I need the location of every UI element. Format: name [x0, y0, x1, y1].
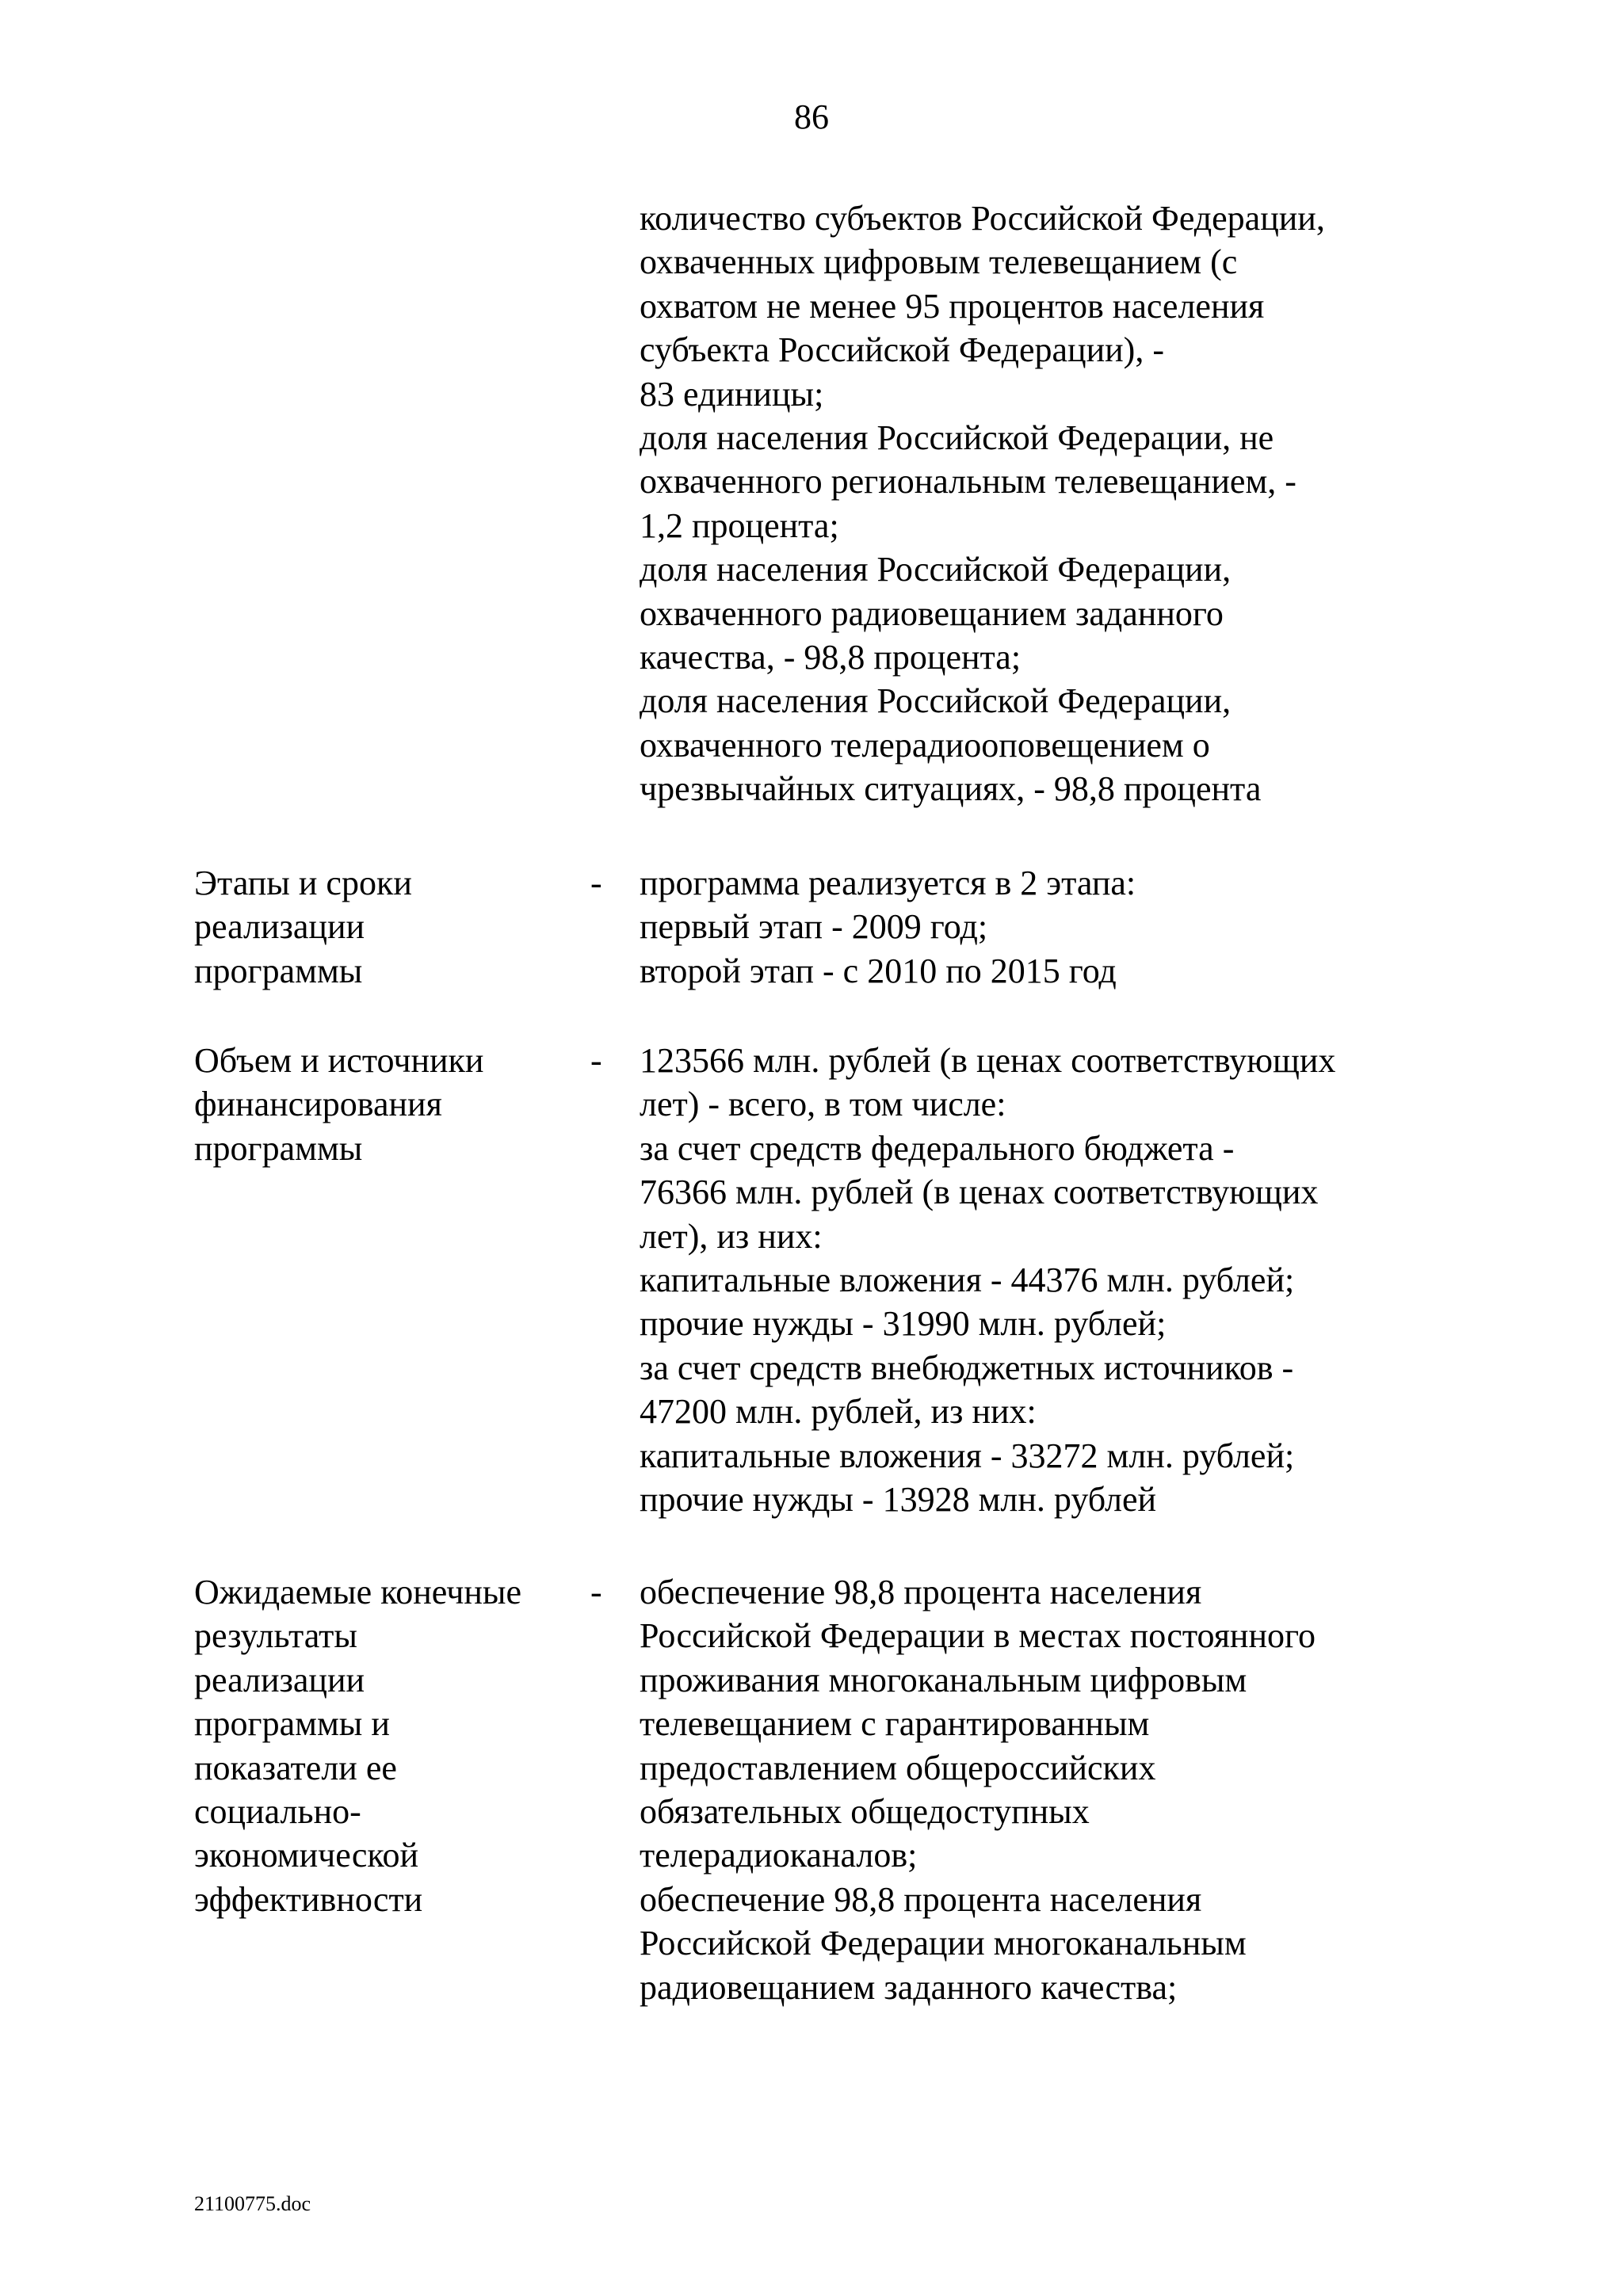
- separator-dash: -: [590, 864, 602, 902]
- text-line: 83 единицы;: [640, 374, 824, 414]
- text-line: обеспечение 98,8 процента населения: [640, 1879, 1202, 1919]
- section-value: [640, 1570, 1440, 2009]
- text-line: проживания многоканальным цифровым: [640, 1660, 1247, 1699]
- section-value: [640, 1039, 1440, 1521]
- text-line: 47200 млн. рублей, из них:: [640, 1392, 1037, 1432]
- text-line: за счет средств внебюджетных источников -: [640, 1348, 1294, 1387]
- label-line: показатели ее: [194, 1748, 397, 1787]
- section-value: [640, 861, 1440, 993]
- intro-text: [640, 196, 1440, 811]
- text-line: лет), из них:: [640, 1216, 823, 1256]
- label-line: эффективности: [194, 1879, 423, 1919]
- text-line: доля населения Российской Федерации, не: [640, 418, 1274, 458]
- text-line: субъекта Российской Федерации), -: [640, 330, 1164, 370]
- label-line: программы: [194, 1128, 363, 1168]
- text-line: первый этап - 2009 год;: [640, 907, 988, 947]
- text-line: обеспечение 98,8 процента населения: [640, 1573, 1202, 1611]
- label-line: результаты: [194, 1616, 357, 1656]
- text-line: второй этап - с 2010 по 2015 год: [640, 951, 1117, 990]
- separator-dash: -: [590, 1573, 602, 1611]
- label-line: программы и: [194, 1704, 390, 1744]
- section-label: [194, 1039, 567, 1170]
- text-line: доля населения Российской Федерации,: [640, 681, 1232, 721]
- text-line: лет) - всего, в том числе:: [640, 1085, 1006, 1124]
- text-line: Российской Федерации многоканальным: [640, 1924, 1247, 1963]
- text-line: 76366 млн. рублей (в ценах соответствующих: [640, 1173, 1319, 1212]
- text-line: обязательных общедоступных: [640, 1792, 1090, 1832]
- text-line: предоставлением общероссийских: [640, 1748, 1156, 1787]
- text-line: программа реализуется в 2 этапа:: [640, 864, 1136, 902]
- text-line: чрезвычайных ситуациях, - 98,8 процента: [640, 769, 1262, 809]
- footer-filename: 21100775.doc: [194, 2192, 311, 2215]
- label-line: программы: [194, 951, 363, 990]
- text-line: качества, - 98,8 процента;: [640, 638, 1022, 677]
- text-line: доля населения Российской Федерации,: [640, 550, 1232, 589]
- text-line: охваченного телерадиооповещением о: [640, 725, 1210, 765]
- text-line: за счет средств федерального бюджета -: [640, 1128, 1235, 1168]
- label-line: социально-: [194, 1792, 361, 1832]
- text-line: телевещанием с гарантированным: [640, 1704, 1150, 1744]
- label-line: реализации: [194, 907, 365, 947]
- label-line: реализации: [194, 1660, 365, 1699]
- text-line: количество субъектов Российской Федерации,: [640, 199, 1325, 238]
- page-number: 86: [794, 97, 829, 136]
- text-line: 1,2 процента;: [640, 505, 839, 545]
- label-line: экономической: [194, 1836, 419, 1875]
- text-line: капитальные вложения - 33272 млн. рублей;: [640, 1436, 1295, 1475]
- separator-dash: -: [590, 1041, 602, 1080]
- text-line: радиовещанием заданного качества;: [640, 1967, 1178, 2007]
- label-line: Этапы и сроки: [194, 864, 412, 902]
- text-line: охваченного региональным телевещанием, -: [640, 462, 1296, 502]
- text-line: прочие нужды - 31990 млн. рублей;: [640, 1304, 1167, 1344]
- text-line: охватом не менее 95 процентов населения: [640, 286, 1265, 326]
- text-line: охваченного радиовещанием заданного: [640, 593, 1224, 633]
- text-line: Российской Федерации в местах постоянного: [640, 1616, 1316, 1656]
- text-line: 123566 млн. рублей (в ценах соответствующих: [640, 1041, 1336, 1080]
- text-line: прочие нужды - 13928 млн. рублей: [640, 1480, 1157, 1520]
- text-line: капитальные вложения - 44376 млн. рублей;: [640, 1261, 1295, 1300]
- label-line: Ожидаемые конечные: [194, 1573, 521, 1611]
- text-line: охваченных цифровым телевещанием (с: [640, 242, 1238, 282]
- section-label: [194, 861, 567, 993]
- label-line: финансирования: [194, 1085, 442, 1124]
- label-line: Объем и источники: [194, 1041, 484, 1080]
- text-line: телерадиоканалов;: [640, 1836, 918, 1875]
- section-label: [194, 1570, 567, 1921]
